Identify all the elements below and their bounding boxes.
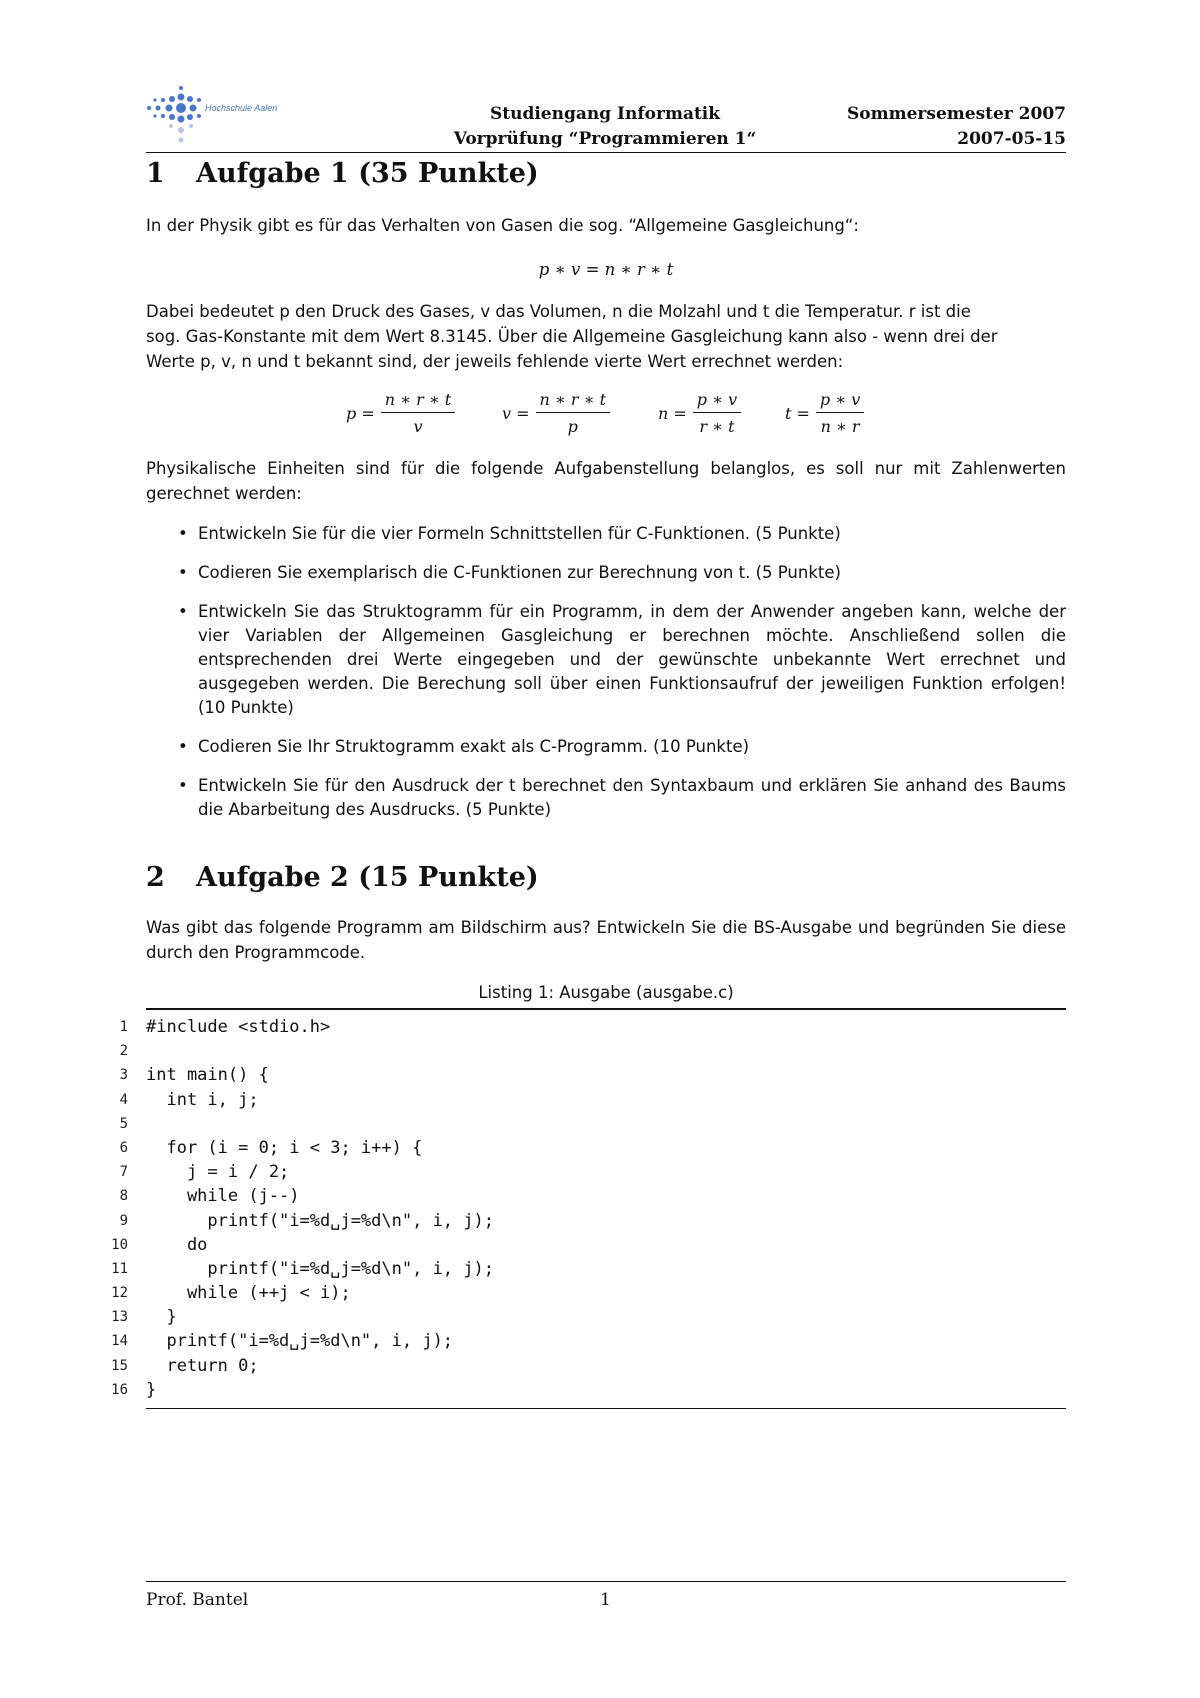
code-line (100, 1305, 1066, 1329)
line-number: 6 (119, 1139, 128, 1156)
code-line (100, 1209, 1066, 1233)
code-line (100, 1039, 1066, 1063)
svg-text:Hochschule Aalen: Hochschule Aalen (205, 103, 278, 113)
code-text: printf("i=%d␣j=%d\n", i, j); (146, 1331, 454, 1352)
section-2-heading (146, 862, 539, 893)
line-number: 14 (111, 1333, 128, 1350)
line-number: 7 (119, 1164, 128, 1181)
code-text: #include <stdio.h> (146, 1017, 331, 1037)
code-line (100, 1329, 1066, 1353)
header-semester: Sommersemester 2007 (847, 104, 1066, 124)
code-line (100, 1233, 1066, 1257)
para2-line: sog. Gas-Konstante mit dem Wert 8.3145. Über die Allgemeine Gasgleichung kann also - wenn drei der (146, 327, 998, 346)
line-number: 15 (111, 1357, 128, 1374)
task-list (146, 522, 1066, 837)
task-item: • Entwickeln Sie für den Ausdruck der t berechnet den Syntaxbaum und erklären Sie anhand des Baums die Abarbeitung des Ausdrucks. (5 Punkte) (146, 774, 1066, 822)
line-number: 9 (119, 1212, 128, 1229)
line-number: 10 (111, 1236, 128, 1253)
footer-rule (146, 1581, 1066, 1582)
code-text: int main() { (146, 1065, 269, 1086)
task-item: • Entwickeln Sie das Struktogramm für ein Programm, in dem der Anwender angeben kann, welche der vier Variablen der Allgemeinen Gasgleichung er berechnen möchte. Anschließend sollen die entsprechenden drei Werte eingegeben und der gewünschte unbekannte Wert errechnet und ausgegeben werden. Die Berechung soll über einen Funktionsaufruf der jeweiligen Funktion erfolgen! (10 Punkte) (146, 600, 1066, 720)
code-line (100, 1015, 1066, 1039)
code-line (100, 1160, 1066, 1184)
task-item: • Entwickeln Sie für die vier Formeln Schnittstellen für C-Funktionen. (5 Punkte) (146, 522, 1066, 546)
line-number: 11 (111, 1260, 128, 1277)
section-number: 1 (146, 158, 165, 189)
line-number: 1 (119, 1019, 128, 1035)
code-line (100, 1184, 1066, 1208)
line-number: 3 (119, 1067, 128, 1084)
header-rule (146, 152, 1066, 153)
section-1-heading (146, 158, 539, 189)
code-line (100, 1088, 1066, 1112)
line-number: 12 (111, 1285, 128, 1302)
listing-top-rule (146, 1008, 1066, 1010)
hochschule-logo (145, 86, 305, 146)
formula-t: t = $\frac{p ∗ v}{n ∗ r}$ (785, 390, 864, 436)
code-line (100, 1281, 1066, 1305)
code-line (100, 1063, 1066, 1087)
code-text: while (j--) (146, 1186, 300, 1207)
formula-n: n = $\frac{p ∗ v}{r ∗ t}$ (658, 390, 741, 436)
header-exam: Vorprüfung “Programmieren 1“ (453, 129, 757, 149)
code-text: printf("i=%d␣j=%d\n", i, j); (146, 1210, 494, 1231)
section-1-para2 (146, 299, 1066, 374)
formula-p: p = $\frac{n ∗ r ∗ t}{v}$ (346, 390, 455, 436)
gas-equation: p ∗ v = n ∗ r ∗ t (538, 260, 674, 279)
line-number: 16 (111, 1381, 128, 1398)
code-text: while (++j < i); (146, 1283, 351, 1304)
code-line (100, 1257, 1066, 1281)
code-line (100, 1354, 1066, 1378)
section-1-para3: Physikalische Einheiten sind für die folgende Aufgabenstellung belanglos, es soll nur mit Zahlenwerten gerechnet werden: (146, 459, 1066, 503)
listing-bottom-rule (146, 1408, 1066, 1409)
line-number: 4 (119, 1091, 128, 1108)
code-listing (100, 1015, 1066, 1402)
section-1-intro: In der Physik gibt es für das Verhalten von Gasen die sog. “Allgemeine Gasgleichung“: (146, 216, 859, 235)
section-title: Aufgabe 1 (35 Punkte) (196, 158, 539, 189)
code-line (100, 1378, 1066, 1402)
code-text: j = i / 2; (146, 1162, 290, 1183)
page-number: 1 (600, 1590, 611, 1610)
code-text: printf("i=%d␣j=%d\n", i, j); (146, 1258, 494, 1279)
line-number: 13 (111, 1309, 128, 1326)
section-number: 2 (146, 862, 165, 893)
para2-line: Werte p, v, n und t bekannt sind, der jeweils fehlende vierte Wert errechnet werden: (146, 352, 844, 371)
section-title: Aufgabe 2 (15 Punkte) (196, 862, 539, 893)
line-number: 8 (119, 1188, 128, 1205)
task-item: • Codieren Sie exemplarisch die C-Funktionen zur Berechnung von t. (5 Punkte) (146, 561, 1066, 585)
code-text: int i, j; (146, 1089, 259, 1110)
line-number: 5 (119, 1115, 128, 1132)
line-number: 2 (119, 1043, 128, 1060)
code-text: do (146, 1234, 208, 1255)
header-date: 2007-05-15 (957, 129, 1066, 149)
listing-caption: Listing 1: Ausgabe (ausgabe.c) (478, 983, 734, 1002)
code-text: for (i = 0; i < 3; i++) { (146, 1137, 423, 1158)
task-item: • Codieren Sie Ihr Struktogramm exakt als C-Programm. (10 Punkte) (146, 735, 1066, 759)
code-line (100, 1112, 1066, 1136)
code-text: } (146, 1307, 177, 1328)
code-text: return 0; (146, 1355, 259, 1376)
code-text: } (146, 1379, 157, 1400)
code-line (100, 1136, 1066, 1160)
para2-line: Dabei bedeutet p den Druck des Gases, v das Volumen, n die Molzahl und t die Temperatur. r ist die (146, 302, 971, 321)
formula-v: v = $\frac{n ∗ r ∗ t}{p}$ (502, 390, 610, 436)
header-course: Studiengang Informatik (489, 104, 721, 124)
footer-author: Prof. Bantel (146, 1590, 249, 1610)
section-2-intro: Was gibt das folgende Programm am Bildschirm aus? Entwickeln Sie die BS-Ausgabe und begründen Sie diese durch den Programmcode. (146, 918, 1066, 962)
